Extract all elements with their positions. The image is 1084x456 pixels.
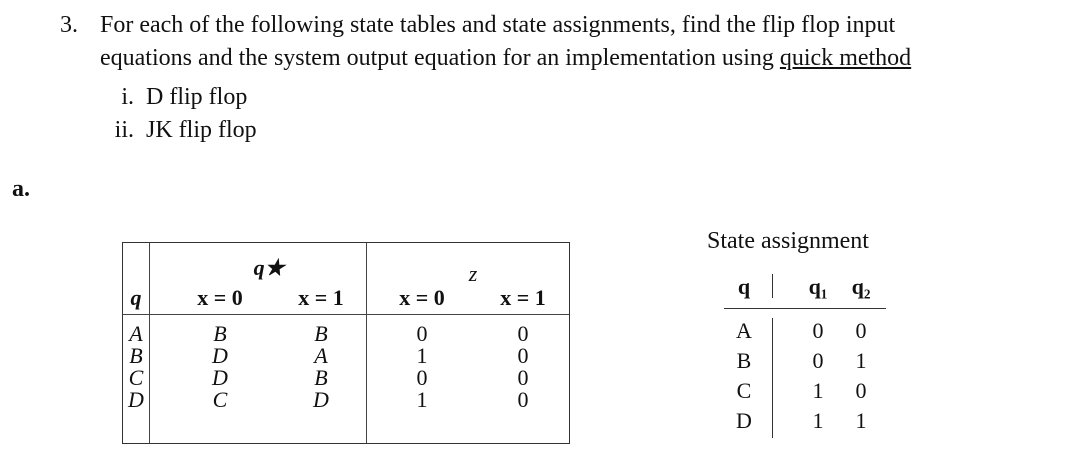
assignment-row-state: B — [736, 348, 752, 373]
assignment-row-state: A — [736, 318, 752, 343]
state-assignment-table — [720, 272, 890, 442]
assignment-header-rule — [724, 308, 886, 309]
state-column-header: q — [130, 285, 142, 310]
subitem-d-flip-flop — [100, 84, 247, 111]
table-divider — [366, 243, 367, 443]
subitem-text: D flip flop — [146, 84, 248, 110]
assignment-row-q1: 0 — [812, 318, 824, 343]
output-z-x1: 0 — [517, 387, 529, 412]
question-line-2 — [100, 45, 911, 72]
next-x1-header: x = 1 — [298, 285, 344, 310]
next-state-header: q★ — [253, 255, 285, 280]
quick-method-text: quick method — [779, 45, 912, 71]
z-x1-header: x = 1 — [500, 285, 546, 310]
table-divider — [149, 243, 150, 443]
assignment-q1-header: q₁ — [808, 274, 828, 299]
output-z-x0: 0 — [416, 365, 428, 390]
output-z-x0: 0 — [416, 321, 428, 346]
part-label: a. — [12, 176, 30, 202]
question-line-2-text: equations and the system output equation for an implementation using — [100, 45, 780, 71]
assignment-q2-header: q₂ — [851, 274, 871, 299]
output-z-x1: 0 — [517, 321, 529, 346]
assignment-state-header: q — [737, 274, 751, 299]
assignment-row-q2: 0 — [855, 318, 867, 343]
next-state-x1: B — [314, 321, 328, 346]
state-assignment-title: State assignment — [707, 228, 869, 254]
assignment-row-state: D — [736, 408, 752, 433]
output-z-x0: 1 — [416, 387, 428, 412]
assignment-row-q2: 1 — [855, 348, 867, 373]
assignment-row-q1: 0 — [812, 348, 824, 373]
question-line-1: For each of the following state tables and state assignments, find the flip flop input — [100, 12, 896, 38]
next-state-x0: D — [212, 343, 228, 368]
output-z-x1: 0 — [517, 365, 529, 390]
next-x0-header: x = 0 — [197, 285, 243, 310]
next-state-x1: D — [313, 387, 329, 412]
assignment-row-q2: 1 — [855, 408, 867, 433]
assignment-row-q1: 1 — [812, 378, 824, 403]
assignment-row-q1: 1 — [812, 408, 824, 433]
output-z-x1: 0 — [517, 343, 529, 368]
table-row-state: A — [129, 321, 143, 346]
next-state-x0: B — [213, 321, 227, 346]
subitem-jk-flip-flop — [100, 117, 257, 144]
next-state-x1: A — [314, 343, 328, 368]
question-number: 3. — [60, 12, 78, 38]
output-z-x0: 1 — [416, 343, 428, 368]
assignment-row-state: C — [736, 378, 752, 403]
table-row-state: C — [128, 365, 144, 390]
assignment-divider — [772, 318, 773, 438]
subitem-roman: ii. — [114, 117, 134, 143]
table-row-state: B — [129, 343, 143, 368]
output-header: z — [468, 261, 478, 286]
z-x0-header: x = 0 — [399, 285, 445, 310]
assignment-row-q2: 0 — [855, 378, 867, 403]
next-state-x0: C — [212, 387, 228, 412]
subitem-text: JK flip flop — [146, 117, 257, 143]
table-header-rule — [123, 314, 569, 315]
table-row-state: D — [128, 387, 144, 412]
next-state-x0: D — [212, 365, 228, 390]
assignment-divider — [772, 274, 773, 298]
state-table — [122, 242, 570, 444]
next-state-x1: B — [314, 365, 328, 390]
subitem-roman: i. — [121, 84, 134, 110]
